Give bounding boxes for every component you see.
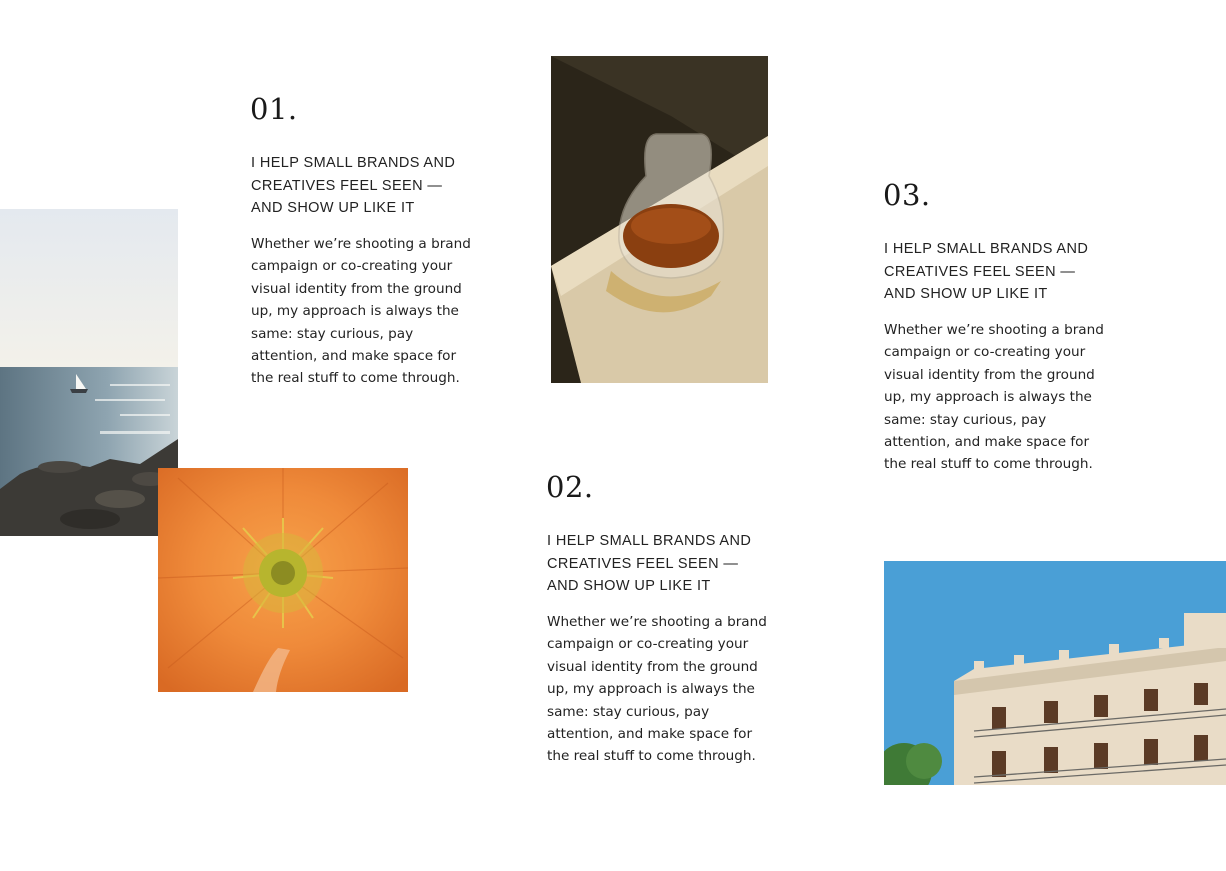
section-2-number: 02.: [546, 470, 594, 504]
jug-photo: [551, 56, 768, 383]
section-3-heading: I HELP SMALL BRANDS AND CREATIVES FEEL SEEN — AND SHOW UP LIKE IT: [884, 241, 1089, 302]
building-photo: [884, 561, 1226, 785]
section-1-body: Whether we’re shooting a brand campaign or co-creating your visual identity from the ground up, my approach is always the same: stay curious, pay attention, and make space for the real stuff to come through.: [251, 236, 471, 387]
sea-photo: [0, 209, 178, 536]
section-1-number: 01.: [250, 92, 298, 126]
section-2-heading: I HELP SMALL BRANDS AND CREATIVES FEEL SEEN — AND SHOW UP LIKE IT: [547, 533, 752, 594]
section-3-number: 03.: [883, 178, 931, 212]
section-1-heading: I HELP SMALL BRANDS AND CREATIVES FEEL SEEN — AND SHOW UP LIKE IT: [251, 155, 456, 216]
section-2-body: Whether we’re shooting a brand campaign or co-creating your visual identity from the ground up, my approach is always the same: stay curious, pay attention, and make space for the real stuff to come through.: [547, 614, 767, 765]
poppy-photo: [158, 468, 408, 692]
section-3-body: Whether we’re shooting a brand campaign or co-creating your visual identity from the ground up, my approach is always the same: stay curious, pay attention, and make space for the real stuff to come through.: [884, 322, 1104, 473]
